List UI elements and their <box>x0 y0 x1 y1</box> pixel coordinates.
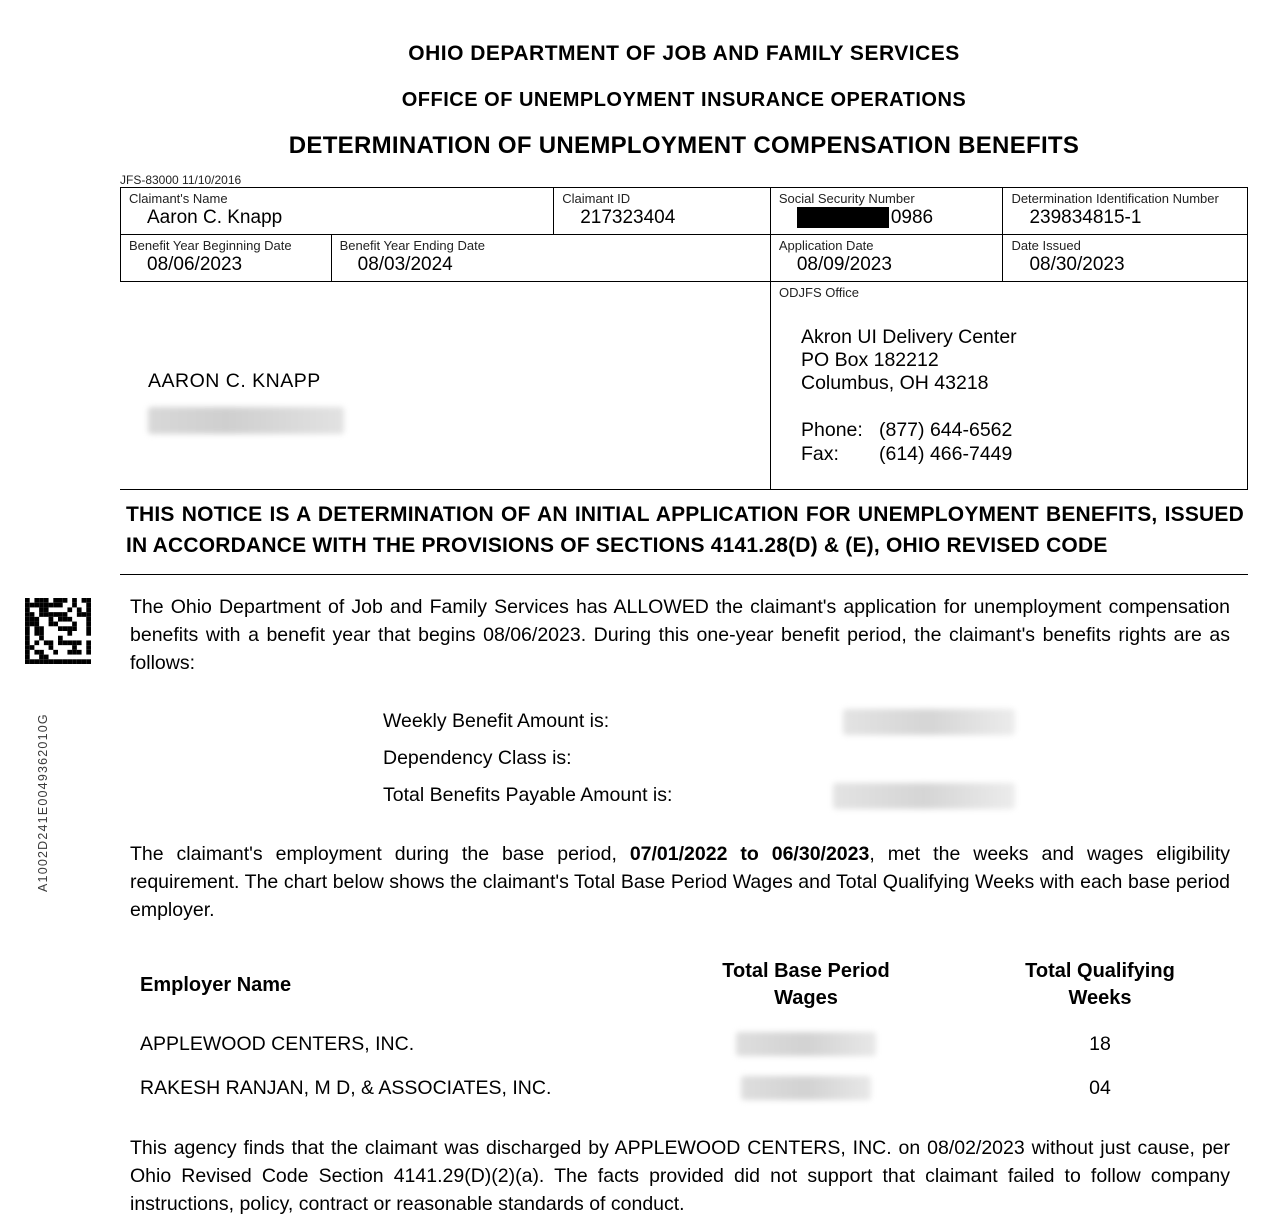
mailing-address-block <box>120 282 770 489</box>
fax-label: Fax: <box>801 443 839 465</box>
odjfs-contact <box>801 418 1239 466</box>
total-benefits-redaction <box>833 783 1015 809</box>
divider-line <box>120 489 1248 490</box>
employer-table <box>120 958 1248 1100</box>
wages-cell <box>660 1076 952 1100</box>
claimant-id-value: 217323404 <box>580 207 676 228</box>
office-title: OFFICE OF UNEMPLOYMENT INSURANCE OPERATIONS <box>401 89 967 111</box>
wages-redaction <box>741 1076 871 1100</box>
ssn-redaction-box <box>797 207 889 228</box>
benefit-year-begin-cell <box>121 235 331 281</box>
data-matrix-barcode-icon <box>25 598 91 664</box>
date-issued-value: 08/30/2023 <box>1029 254 1125 275</box>
date-issued-cell <box>1002 235 1247 281</box>
ssn-cell <box>770 188 1003 234</box>
qualifying-weeks-header: Total Qualifying Weeks <box>1025 960 1175 1009</box>
document <box>120 0 1248 1218</box>
info-row-1 <box>121 188 1247 234</box>
weekly-benefit-line <box>383 703 1015 740</box>
mailing-address-redaction <box>148 407 344 434</box>
claimant-name-label: Claimant's Name <box>129 191 228 206</box>
application-date-cell <box>770 235 1003 281</box>
weekly-benefit-label: Weekly Benefit Amount is: <box>383 710 610 732</box>
determination-paragraph: The Ohio Department of Job and Family Services has ALLOWED the claimant's application for unemployment compensation benefits with a benefit year that begins 08/06/2023. During this one-year benefit period, the claimant's benefits rights are as follows: <box>130 596 1230 674</box>
claimant-id-cell <box>553 188 770 234</box>
agency-title: OHIO DEPARTMENT OF JOB AND FAMILY SERVICES <box>408 42 960 65</box>
dependency-class-line <box>383 740 1015 777</box>
determination-id-cell <box>1002 188 1247 234</box>
phone-number: (877) 644-6562 <box>879 419 1013 441</box>
wages-redaction <box>736 1032 876 1056</box>
dependency-class-label: Dependency Class is: <box>383 747 572 769</box>
claimant-info-table <box>120 187 1248 281</box>
fax-number: (614) 466-7449 <box>879 443 1013 465</box>
document-control-code: A1002D241E0049362010G <box>36 713 50 892</box>
claimant-name-value: Aaron C. Knapp <box>147 207 283 228</box>
phone-row <box>801 418 1239 442</box>
base-period-date-range: 07/01/2022 to 06/30/2023 <box>629 843 870 865</box>
claimant-name-cell <box>121 188 553 234</box>
benefit-rights-list <box>383 703 1015 814</box>
benefit-year-begin-label: Benefit Year Beginning Date <box>129 238 292 253</box>
total-benefits-label: Total Benefits Payable Amount is: <box>383 784 673 806</box>
wages-cell <box>660 1032 952 1056</box>
determination-id-value: 239834815-1 <box>1029 207 1142 228</box>
weeks-cell: 18 <box>1089 1032 1111 1055</box>
mailing-name: AARON C. KNAPP <box>148 370 321 392</box>
benefit-year-begin-value: 08/06/2023 <box>147 254 243 275</box>
fax-row <box>801 442 1239 466</box>
employer-name-cell: RAKESH RANJAN, M D, & ASSOCIATES, INC. <box>140 1076 552 1099</box>
odjfs-office-label: ODJFS Office <box>779 285 859 300</box>
application-date-label: Application Date <box>778 238 874 253</box>
odjfs-address-line: Columbus, OH 43218 <box>801 372 989 394</box>
application-date-value: 08/09/2023 <box>796 254 892 275</box>
odjfs-office-address <box>801 326 1239 395</box>
odjfs-address-line: Akron UI Delivery Center <box>801 326 1017 348</box>
table-row <box>120 1032 1248 1056</box>
benefit-year-end-value: 08/03/2024 <box>357 254 453 275</box>
claimant-id-label: Claimant ID <box>562 191 631 206</box>
weekly-benefit-redaction <box>843 709 1015 735</box>
base-period-wages-header: Total Base Period Wages <box>722 960 890 1009</box>
info-row-2 <box>121 234 1247 281</box>
date-issued-label: Date Issued <box>1011 238 1081 253</box>
base-period-paragraph <box>120 840 1248 924</box>
findings-paragraph: This agency finds that the claimant was discharged by APPLEWOOD CENTERS, INC. on 08/02/2023 without just cause, per Ohio Revised Code Section 4141.29(D)(2)(a). The facts provided did not support that claimant failed to follow company instructions, policy, contract or reasonable standards of conduct. <box>130 1137 1230 1215</box>
notice-heading: THIS NOTICE IS A DETERMINATION OF AN INITIAL APPLICATION FOR UNEMPLOYMENT BENEFITS, ISSUED IN ACCORDANCE WITH THE PROVISIONS OF SECTIONS 4141.28(D) & (E), OHIO REVISED CODE <box>126 503 1244 557</box>
base-period-text-post: , met the weeks and wages eligibility requirement. The chart below shows the claimant's Total Base Period Wages and Total Qualifying Weeks with each base period employer. <box>130 843 1230 921</box>
determination-id-label: Determination Identification Number <box>1011 191 1219 206</box>
employer-name-header: Employer Name <box>140 973 292 996</box>
phone-label: Phone: <box>801 419 863 441</box>
ssn-value <box>779 207 995 229</box>
employer-table-header <box>120 958 1248 1012</box>
ssn-visible-digits: 0986 <box>890 207 934 228</box>
base-period-text-pre: The claimant's employment during the base period, <box>130 843 630 865</box>
employer-name-cell: APPLEWOOD CENTERS, INC. <box>140 1032 415 1055</box>
odjfs-office-box <box>770 282 1248 489</box>
address-section <box>120 281 1248 489</box>
document-title: DETERMINATION OF UNEMPLOYMENT COMPENSATION BENEFITS <box>288 132 1080 159</box>
form-number: JFS-83000 11/10/2016 <box>120 173 242 187</box>
odjfs-address-line: PO Box 182212 <box>801 349 939 371</box>
ssn-label: Social Security Number <box>778 191 915 206</box>
divider-line <box>120 574 1248 575</box>
benefit-year-end-cell <box>331 235 770 281</box>
table-row <box>120 1076 1248 1100</box>
total-benefits-line <box>383 777 1015 814</box>
benefit-year-end-label: Benefit Year Ending Date <box>339 238 485 253</box>
weeks-cell: 04 <box>1089 1076 1111 1099</box>
